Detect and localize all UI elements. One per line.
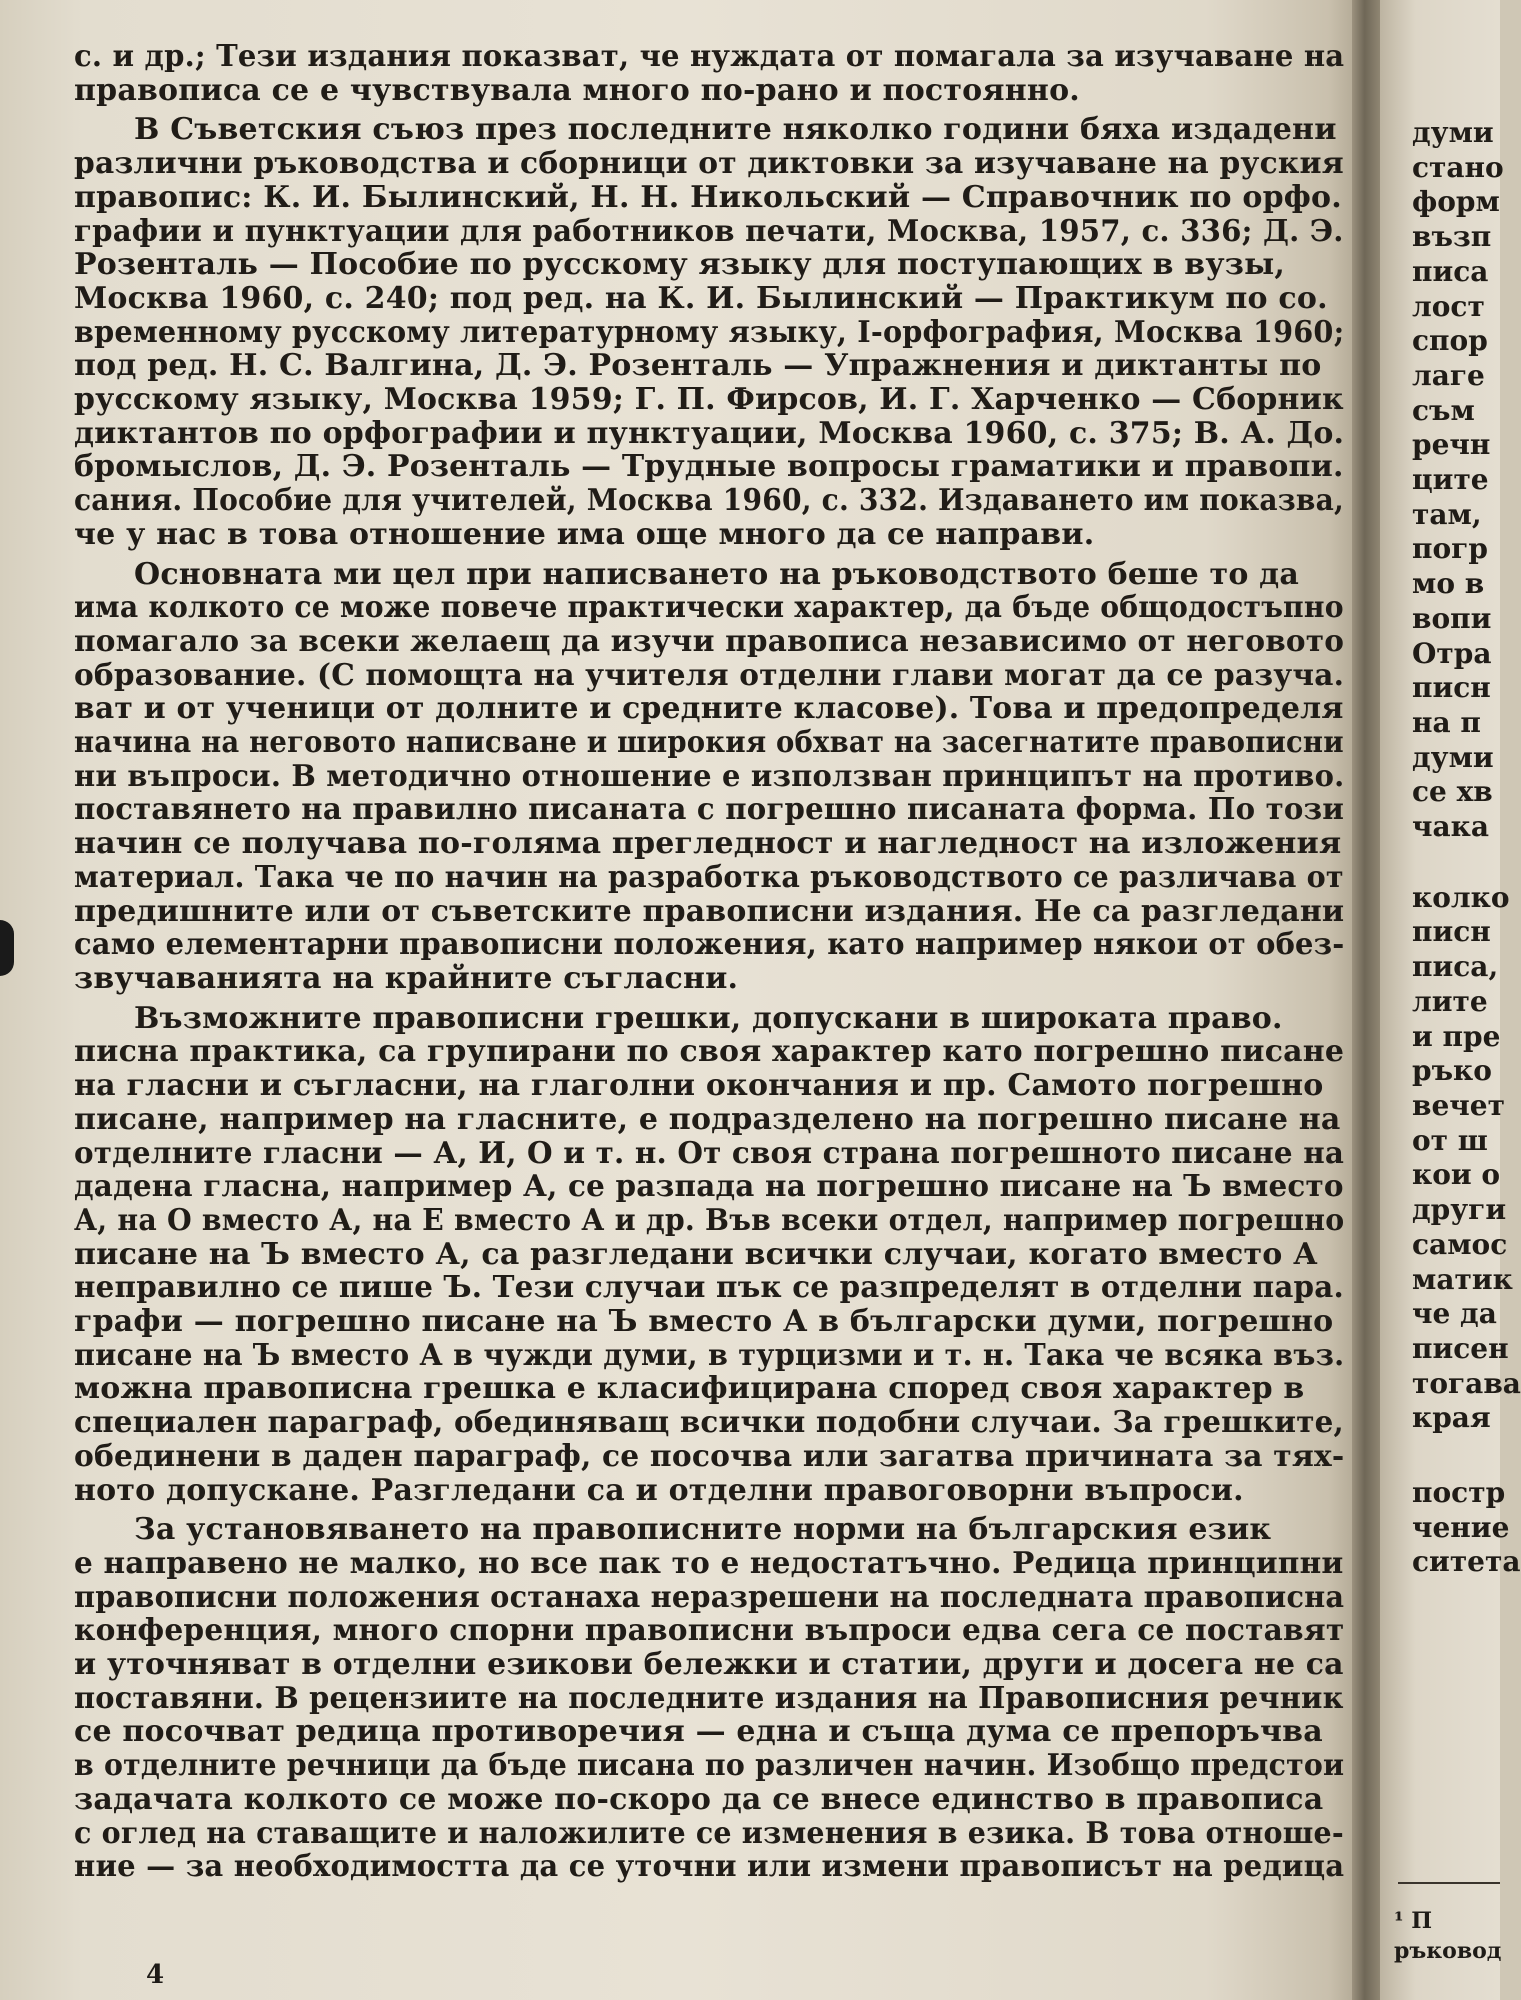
footnote-line: ¹ П [1394,1908,1433,1934]
text-line: специален параграф, обединяващ всички подобни случаи. За грешките, [74,1405,1344,1441]
text-line: материал. Така че по начин на разработка ръководството се различава от [74,859,1344,895]
text-line: писане, например на гласните, е подразделено на погрешно писане на [74,1101,1341,1137]
right-text-fragment: и пре [1412,1019,1501,1053]
right-text-fragment: Отра [1412,636,1492,670]
text-line: задачата колкото се може по-скоро да се внесе единство в правописа [74,1781,1324,1817]
text-line: се посочват редица противоречия — една и съща дума се препоръчва [74,1714,1323,1750]
text-line: неправилно се пише Ъ. Тези случаи пък се разпределят в отделни пара. [74,1270,1344,1306]
text-line: че у нас в това отношение има още много да се направи. [74,516,1095,552]
text-line: писане на Ъ вместо А, са разгледани всички случаи, когато вместо А [74,1236,1318,1272]
book-gutter [1352,0,1380,2000]
right-page-text [1412,116,1521,1580]
text-line: само елементарни правописни положения, като например някои от обез- [74,927,1345,963]
text-line: поставянето на правилно писаната с погрешно писаната форма. По този [74,792,1345,828]
text-line: А, на О вместо А, на Е вместо А и др. Във всеки отдел, например погрешно [74,1202,1345,1238]
right-text-fragment: погр [1412,532,1488,566]
right-text-fragment: възп [1412,220,1492,254]
right-text-fragment: ците [1412,463,1489,497]
text-line: писна практика, са групирани по своя характер като погрешно писане [74,1034,1345,1070]
text-line: ват и от ученици от долните и средните класове). Това и предопределя [74,691,1344,727]
right-text-fragment: на п [1412,705,1481,739]
text-line: можна правописна грешка е класифицирана според своя характер в [74,1371,1305,1407]
right-text-fragment: думи [1412,116,1494,149]
text-line: сания. Пособие для учителей, Москва 1960, с. 332. Издаването им показва, [74,483,1344,519]
text-line: временному русскому литературному языку, I-орфография, Москва 1960; [74,314,1345,350]
right-text-fragment: че да [1412,1297,1497,1331]
binder-clip [0,920,14,976]
right-text-fragment: ситета [1412,1545,1521,1579]
right-text-fragment: писа [1412,254,1489,288]
right-text-fragment: кои о [1412,1158,1501,1192]
right-text-fragment: края [1412,1401,1491,1435]
right-text-fragment: други [1412,1193,1507,1227]
text-line: За установяването на правописните норми на българския език [134,1512,1272,1548]
right-text-fragment: ръко [1412,1054,1492,1088]
text-line: обединени в даден параграф, се посочва или загатва причината за тях- [74,1438,1345,1474]
text-line: поставяни. В рецензиите на последните издания на Правописния речник [74,1680,1344,1716]
right-text-fragment: колко [1412,880,1510,914]
text-line: звучаванията на крайните съгласни. [74,960,739,996]
page-number: 4 [146,1960,165,1990]
right-text-fragment: форм [1412,185,1500,219]
right-text-fragment: лост [1412,289,1485,323]
right-text-fragment: чака [1412,810,1489,844]
right-page-footnote [1394,1906,1500,1966]
text-line: помагало за всеки желаещ да изучи правописа независимо от неговото [74,623,1345,659]
text-line: Розенталь — Пособие по русскому языку для поступающих в вузы, [74,247,1285,283]
right-text-fragment: чение [1412,1510,1510,1544]
text-line: отделните гласни — А, И, О и т. н. От своя страна погрешното писане на [74,1135,1345,1171]
text-line: в отделните речници да бъде писана по различен начин. Изобщо предстои [74,1748,1345,1784]
text-line: начина на неговото написване и широкия обхват на засегнатите правописни [74,725,1344,761]
right-text-fragment: от ш [1412,1123,1488,1157]
footnote-rule [1398,1882,1500,1884]
right-text-fragment: самос [1412,1227,1508,1261]
text-line: начин се получава по-голяма прегледност и нагледност на изложения [74,826,1342,862]
text-line: с оглед на ставащите и наложилите се изменения в езика. В това отноше- [74,1815,1344,1851]
text-line: русскому языку, Москва 1959; Г. П. Фирсов, И. Г. Харченко — Сборник [74,382,1344,418]
right-text-fragment: матик [1412,1262,1513,1296]
right-text-fragment: постр [1412,1476,1506,1510]
right-text-fragment: вечет [1412,1088,1505,1122]
text-line: Основната ми цел при написването на ръководството беше то да [134,556,1300,592]
text-line: има колкото се може повече практически характер, да бъде общодостъпно [74,590,1344,626]
right-text-fragment: писн [1412,671,1491,705]
text-line: Възможните правописни грешки, допускани в широката право. [134,1000,1283,1036]
text-line: писане на Ъ вместо А в чужди думи, в турцизми и т. н. Така че всяка въз. [74,1337,1345,1373]
text-line: диктантов по орфографии и пунктуации, Москва 1960, с. 375; В. А. До. [74,415,1345,451]
text-line: под ред. Н. С. Валгина, Д. Э. Розенталь — Упражнения и диктанты по [74,348,1322,384]
right-text-fragment: думи [1412,740,1494,774]
right-text-fragment: спор [1412,324,1488,358]
text-line: ние — за необходимостта да се уточни или измени правописът на редица [74,1849,1345,1885]
text-line: ното допускане. Разгледани са и отделни правоговорни въпроси. [74,1472,1244,1508]
text-line: В Съветския съюз през последните няколко години бяха издадени [134,112,1337,148]
text-line: правопис: К. И. Былинский, Н. Н. Никольский — Справочник по орфо. [74,179,1342,215]
right-text-fragment: вопи [1412,601,1492,635]
text-line: предишните или от съветските правописни издания. Не са разгледани [74,893,1345,929]
left-page-text [74,40,1344,1884]
text-line: и уточняват в отделни езикови бележки и статии, други и досега не са [74,1647,1344,1683]
text-line: бромыслов, Д. Э. Розенталь — Трудные вопросы граматики и правопи. [74,449,1344,485]
text-line: графии и пунктуации для работников печати, Москва, 1957, с. 336; Д. Э. [74,213,1344,249]
right-text-fragment: стано [1412,150,1504,184]
right-text-fragment: там, [1412,497,1482,531]
text-line: различни ръководства и сборници от диктовки за изучаване на руския [74,146,1344,182]
text-line: е направено не малко, но все пак то е недостатъчно. Редица принципни [74,1545,1344,1581]
text-line: правописа се е чувствувала много по-рано и постоянно. [74,72,1080,108]
text-line: с. и др.; Тези издания показват, че нуждата от помагала за изучаване на [74,39,1345,74]
right-text-fragment: писен [1412,1331,1509,1365]
right-text-fragment: писн [1412,915,1491,949]
right-text-fragment: писа, [1412,950,1499,984]
footnote-line: ръковод [1394,1938,1502,1964]
text-line: на гласни и съгласни, на глаголни окончания и пр. Самото погрешно [74,1068,1324,1104]
right-text-fragment: мо в [1412,567,1485,601]
text-line: ни въпроси. В методично отношение е използван принципът на противо. [74,758,1345,794]
right-text-fragment: лите [1412,984,1488,1018]
right-text-fragment: тогава [1412,1366,1521,1400]
right-text-fragment: лаге [1412,358,1485,392]
text-line: Москва 1960, с. 240; под ред. на К. И. Былинский — Практикум по со. [74,280,1328,316]
text-line: конференция, много спорни правописни въпроси едва сега се поставят [74,1613,1345,1649]
right-text-fragment: се хв [1412,775,1493,809]
right-text-fragment: речн [1412,428,1491,462]
text-line: дадена гласна, например А, се разпада на погрешно писане на Ъ вместо [74,1169,1344,1205]
text-line: графи — погрешно писане на Ъ вместо А в български думи, погрешно [74,1304,1334,1340]
text-line: образование. (С помощта на учителя отделни глави могат да се разуча. [74,657,1345,693]
text-line: правописни положения останаха неразрешени на последната правописна [74,1579,1345,1615]
right-text-fragment: съм [1412,393,1475,427]
